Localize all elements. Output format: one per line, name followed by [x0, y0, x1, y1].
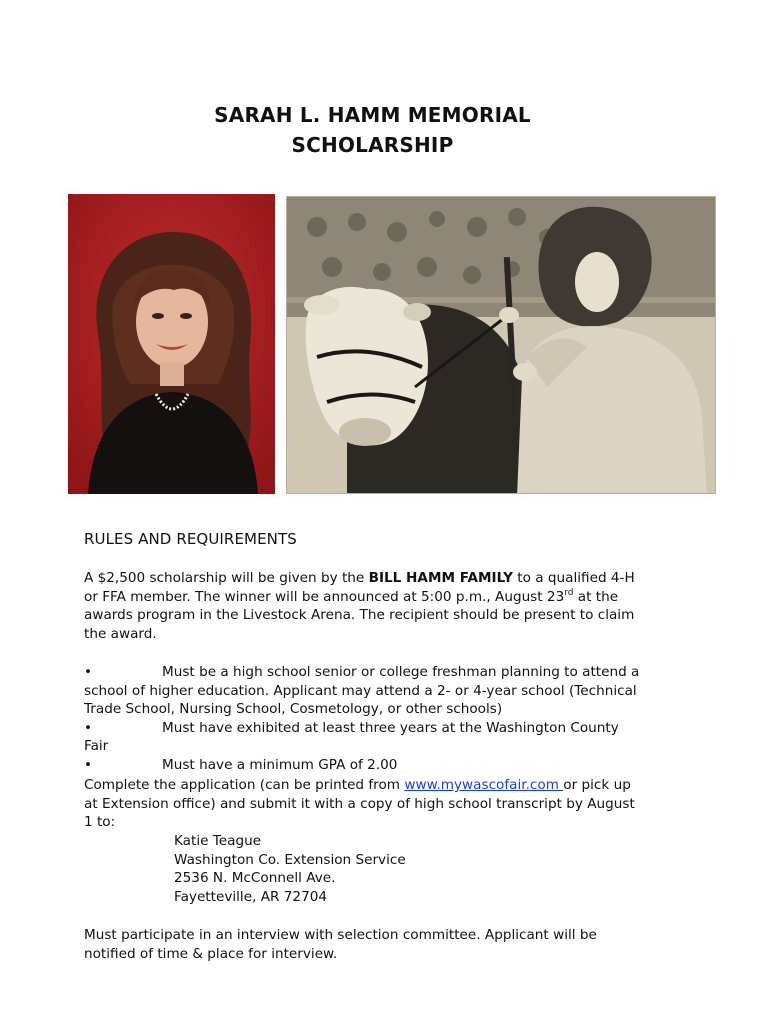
family-name: BILL HAMM FAMILY	[368, 570, 513, 586]
list-item	[84, 756, 644, 775]
bullet-icon: •	[84, 719, 93, 736]
requirement-1-rest: school of higher education. Applicant may attend a 2- or 4-year school (Technical Trade School, Nursing School, Cosmetology, or other schools)	[84, 682, 637, 718]
application-text-2: or pick up at Extension office) and submit it with a copy of high school transcript by August 1 to:	[84, 777, 635, 831]
intro-text-2: to a qualified 4-H or FFA member. The winner will be announced at 5:00 p.m., August 23	[84, 570, 635, 605]
page-title	[0, 100, 745, 160]
requirement-1-lead: Must be a high school senior or college freshman planning to attend a	[162, 664, 640, 680]
address-org: Washington Co. Extension Service	[174, 851, 406, 868]
bullet-icon: •	[84, 756, 93, 773]
fair-website-link[interactable]: www.mywascofair.com	[404, 777, 564, 793]
requirements-list	[84, 663, 644, 775]
newspaper-photo-cow	[286, 196, 716, 494]
address-name: Katie Teague	[174, 833, 262, 849]
address-city: Fayetteville, AR 72704	[174, 888, 328, 905]
interview-paragraph: Must participate in an interview with selection committee. Applicant will be notified of time & place for interview.	[84, 927, 597, 962]
rules-heading: RULES AND REQUIREMENTS	[84, 530, 297, 548]
list-item	[84, 663, 644, 719]
portrait-photo	[68, 194, 275, 494]
bullet-icon: •	[84, 664, 93, 680]
application-paragraph	[84, 776, 644, 832]
address-street: 2536 N. McConnell Ave.	[174, 870, 336, 887]
title-line-1: SARAH L. HAMM MEMORIAL	[214, 103, 531, 127]
ordinal-suffix: rd	[564, 587, 574, 598]
intro-paragraph	[84, 569, 644, 643]
title-line-2: SCHOLARSHIP	[291, 133, 454, 157]
application-text-1: Complete the application (can be printed from	[84, 777, 405, 793]
mailing-address	[174, 832, 406, 906]
list-item	[84, 719, 644, 756]
intro-text-1: A $2,500 scholarship will be given by the	[84, 570, 369, 586]
requirement-3: Must have a minimum GPA of 2.00	[162, 756, 398, 773]
intro-text-3: at the awards program in the Livestock Arena. The recipient should be present to claim the award.	[84, 588, 635, 642]
requirement-2: Must have exhibited at least three years at the Washington County Fair	[84, 719, 619, 755]
